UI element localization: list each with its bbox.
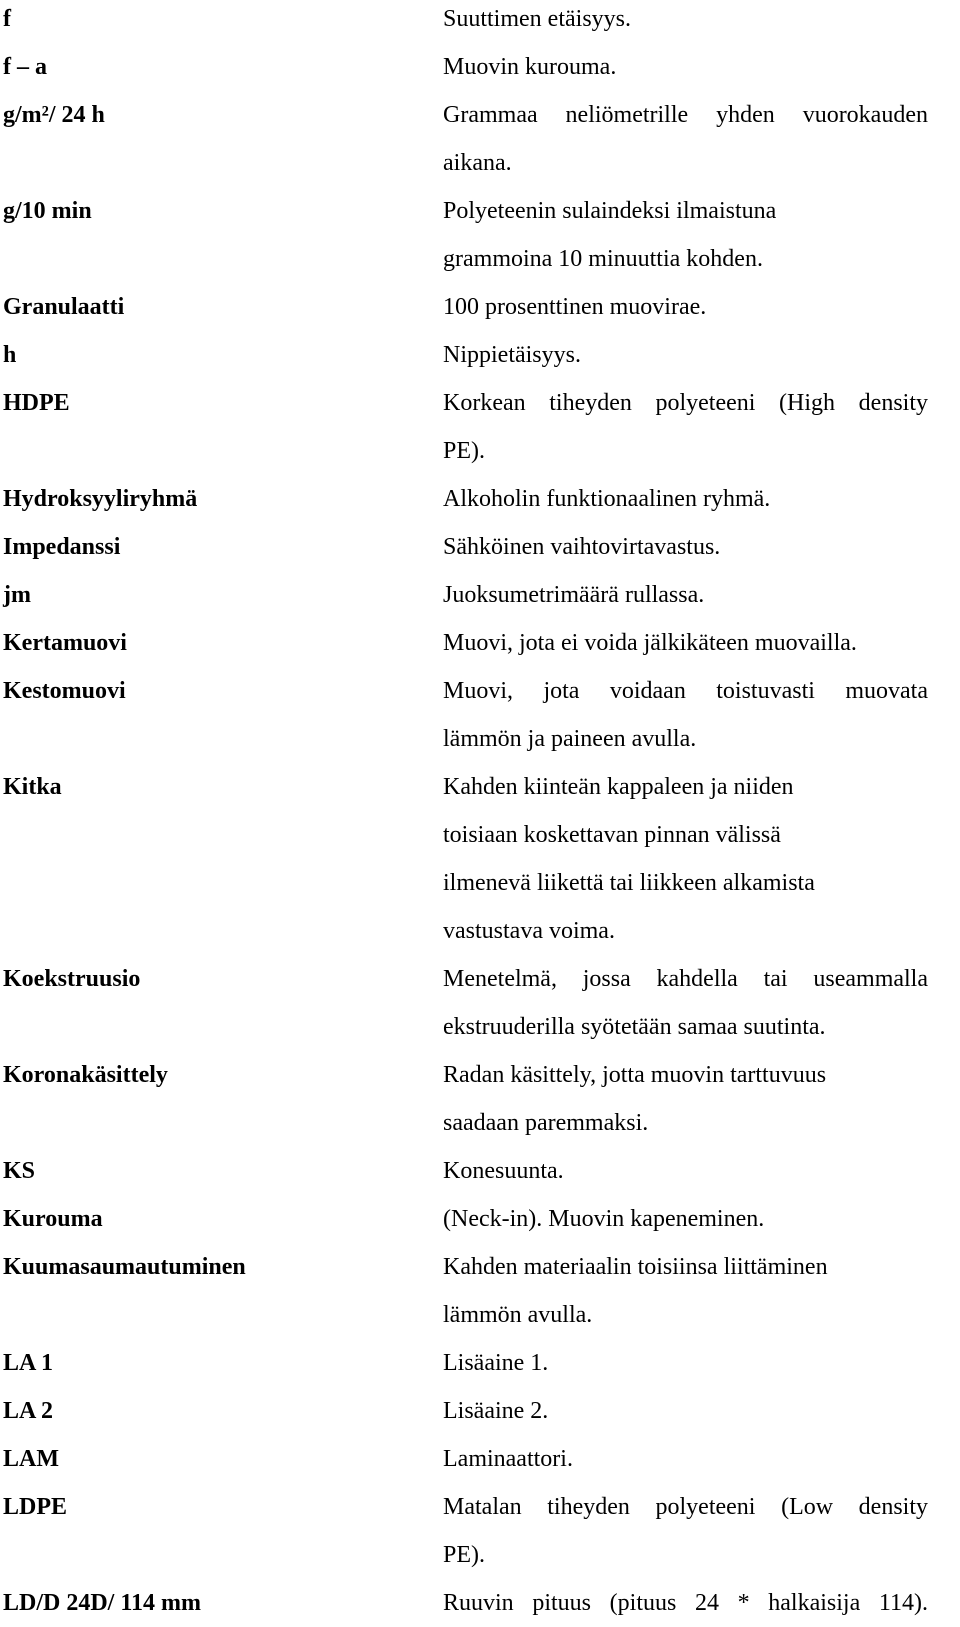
glossary-definition [443,763,928,955]
definition-line: Muovi, jota ei voida jälkikäteen muovailla. [443,630,857,656]
definition-line: Muovin kurouma. [443,54,617,80]
glossary-entry [3,1051,958,1147]
glossary-entry [3,1387,958,1435]
glossary-term: jm [3,582,31,608]
glossary-entry [3,331,958,379]
glossary-definition [443,379,928,475]
definition-line: (Neck-in). Muovin kapeneminen. [443,1206,765,1232]
definition-line: Sähköinen vaihtovirtavastus. [443,534,721,560]
glossary-term: LDPE [3,1494,68,1520]
definition-line: Alkoholin funktionaalinen ryhmä. [443,486,771,512]
glossary-term: Kurouma [3,1206,103,1232]
glossary-definition [443,91,928,187]
glossary-term: f [3,6,11,32]
glossary-definition [443,283,928,331]
glossary-entry [3,1339,958,1387]
glossary-term: f – a [3,54,47,80]
glossary-definition [443,1195,928,1243]
definition-line: vastustava voima. [443,918,615,944]
glossary-definition [443,523,928,571]
definition-line: Polyeteenin sulaindeksi ilmaistuna [443,198,777,224]
definition-line: Muovi, jota voidaan toistuvasti muovata [443,678,928,704]
glossary-definition [443,1339,928,1387]
glossary-definition [443,1243,928,1339]
glossary-definition [443,0,928,43]
glossary-entry [3,619,958,667]
glossary-term: Granulaatti [3,294,125,320]
glossary-definition [443,331,928,379]
glossary-entry [3,1195,958,1243]
glossary-term: g/m²/ 24 h [3,102,105,128]
definition-line: PE). [443,1542,485,1568]
definition-line: Korkean tiheyden polyeteeni (High density [443,390,928,416]
glossary-entry [3,379,958,475]
glossary-definition [443,619,928,667]
glossary-term: LD/D 24D/ 114 mm [3,1590,201,1616]
glossary-term: h [3,342,17,368]
definition-line: lämmön avulla. [443,1302,593,1328]
glossary-term: KS [3,1158,36,1184]
glossary-term: Kestomuovi [3,678,126,704]
glossary-term: LAM [3,1446,59,1472]
definition-line: Suuttimen etäisyys. [443,6,631,32]
glossary-entry [3,187,958,283]
glossary-entry [3,1579,958,1627]
glossary-term: Kuumasaumautuminen [3,1254,246,1280]
glossary-definition [443,1051,928,1147]
glossary-entry [3,283,958,331]
definition-line: ekstruuderilla syötetään samaa suutinta. [443,1014,826,1040]
definition-line: Ruuvin pituus (pituus 24 * halkaisija 114). [443,1590,928,1616]
glossary-definition [443,1483,928,1579]
glossary-definition [443,1579,928,1627]
glossary-definition [443,1435,928,1483]
glossary-entry [3,91,958,187]
glossary-list [3,0,958,1627]
definition-line: Konesuunta. [443,1158,564,1184]
definition-line: Kahden materiaalin toisiinsa liittäminen [443,1254,828,1280]
glossary-entry [3,43,958,91]
definition-line: aikana. [443,150,512,176]
definition-line: Matalan tiheyden polyeteeni (Low density [443,1494,928,1520]
glossary-term: HDPE [3,390,70,416]
glossary-entry [3,763,958,955]
glossary-definition [443,955,928,1051]
glossary-definition [443,1147,928,1195]
glossary-definition [443,475,928,523]
glossary-definition [443,667,928,763]
glossary-term: Koronakäsittely [3,1062,168,1088]
glossary-entry [3,1243,958,1339]
glossary-term: LA 2 [3,1398,54,1424]
glossary-term: Kitka [3,774,62,800]
definition-line: Kahden kiinteän kappaleen ja niiden [443,774,794,800]
definition-line: Menetelmä, jossa kahdella tai useammalla [443,966,928,992]
definition-line: toisiaan koskettavan pinnan välissä [443,822,781,848]
glossary-term: Impedanssi [3,534,121,560]
glossary-entry [3,1147,958,1195]
glossary-entry [3,955,958,1051]
glossary-definition [443,187,928,283]
glossary-entry [3,1435,958,1483]
glossary-term: LA 1 [3,1350,54,1376]
definition-line: Juoksumetrimäärä rullassa. [443,582,705,608]
glossary-entry [3,475,958,523]
glossary-entry [3,523,958,571]
definition-line: saadaan paremmaksi. [443,1110,649,1136]
definition-line: 100 prosenttinen muovirae. [443,294,707,320]
definition-line: PE). [443,438,485,464]
definition-line: Nippietäisyys. [443,342,581,368]
glossary-definition [443,571,928,619]
definition-line: grammoina 10 minuuttia kohden. [443,246,763,272]
glossary-entry [3,1483,958,1579]
definition-line: Lisäaine 2. [443,1398,549,1424]
definition-line: lämmön ja paineen avulla. [443,726,697,752]
glossary-term: Hydroksyyliryhmä [3,486,198,512]
glossary-entry [3,571,958,619]
definition-line: Grammaa neliömetrille yhden vuorokauden [443,102,928,128]
definition-line: Lisäaine 1. [443,1350,549,1376]
glossary-term: Kertamuovi [3,630,127,656]
glossary-definition [443,43,928,91]
definition-line: Laminaattori. [443,1446,573,1472]
glossary-term: g/10 min [3,198,92,224]
glossary-definition [443,1387,928,1435]
glossary-entry [3,0,958,43]
glossary-entry [3,667,958,763]
definition-line: ilmenevä liikettä tai liikkeen alkamista [443,870,815,896]
glossary-term: Koekstruusio [3,966,141,992]
definition-line: Radan käsittely, jotta muovin tarttuvuus [443,1062,827,1088]
